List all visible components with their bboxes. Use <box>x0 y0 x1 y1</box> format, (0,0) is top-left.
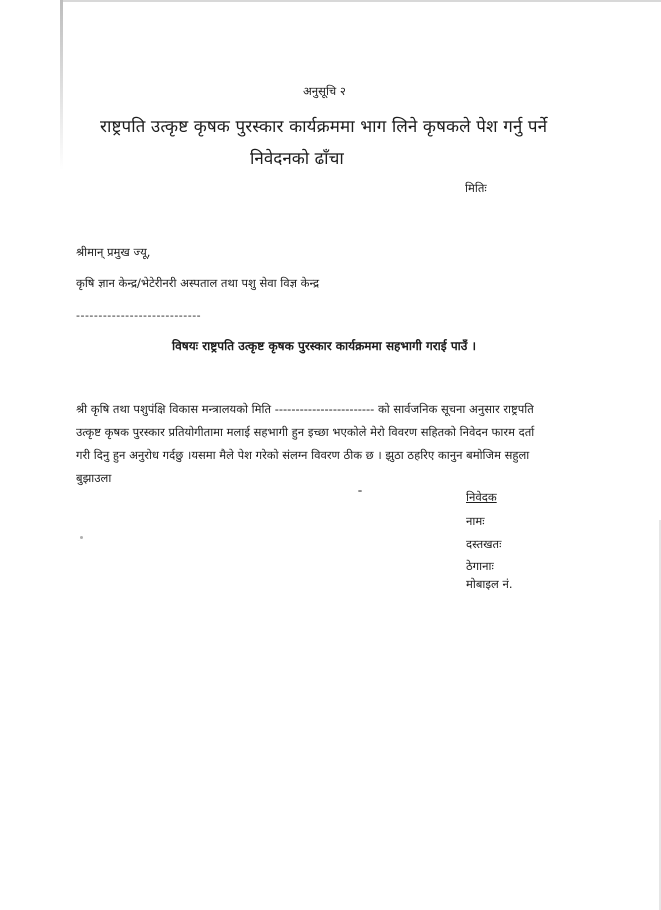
body-line: बुझाउला <box>76 471 112 485</box>
body-line: गरी दिनु हुन अनुरोध गर्दछु ।यसमा मैले पेश गरेको संलग्न विवरण ठीक छ । झुठा ठहरिए कानुन बमोजिम सहुला <box>76 448 530 462</box>
name-field-label: नामः <box>466 514 485 528</box>
applicant-heading: निवेदक <box>466 490 497 504</box>
body-line: उत्कृष्ट कृषक पुरस्कार प्रतियोगीतामा मलाई सहभागी हुन इच्छा भएकोले मेरो विवरण सहितको निवेदन फारम दर्ता <box>76 425 535 439</box>
scan-edge-left <box>60 0 63 170</box>
address-blank-line: ---------------------------- <box>76 309 202 322</box>
scan-speck <box>358 490 362 492</box>
document-title-line-1: राष्ट्रपति उत्कृष्ट कृषक पुरस्कार कार्यक्रममा भाग लिने कृषकले पेश गर्नु पर्ने <box>100 117 548 137</box>
scan-edge-top <box>62 0 661 2</box>
subject-line: विषयः राष्ट्रपति उत्कृष्ट कृषक पुरस्कार कार्यक्रममा सहभागी गराई पाउँ । <box>172 339 477 353</box>
document-title-line-2: निवेदनको ढाँचा <box>250 149 344 169</box>
annex-label: अनुसूचि २ <box>303 84 346 98</box>
body-paragraph <box>76 398 591 490</box>
address-field-label: ठेगानाः <box>466 559 494 573</box>
signature-field-label: दस्तखतः <box>466 537 502 551</box>
date-label: मितिः <box>465 181 487 195</box>
body-line: श्री कृषि तथा पशुपंक्षि विकास मन्त्रालयको मिति ------------------------ को सार्वजनिक सूचना अनुसार राष्ट्रपति <box>76 402 534 416</box>
addressee-salutation: श्रीमान् प्रमुख ज्यू, <box>76 245 151 259</box>
addressee-office: कृषि ज्ञान केन्द्र/भेटेरीनरी अस्पताल तथा पशु सेवा विज्ञ केन्द्र <box>76 276 320 290</box>
scan-speck <box>80 536 83 539</box>
mobile-field-label: मोबाइल नं. <box>466 577 513 591</box>
